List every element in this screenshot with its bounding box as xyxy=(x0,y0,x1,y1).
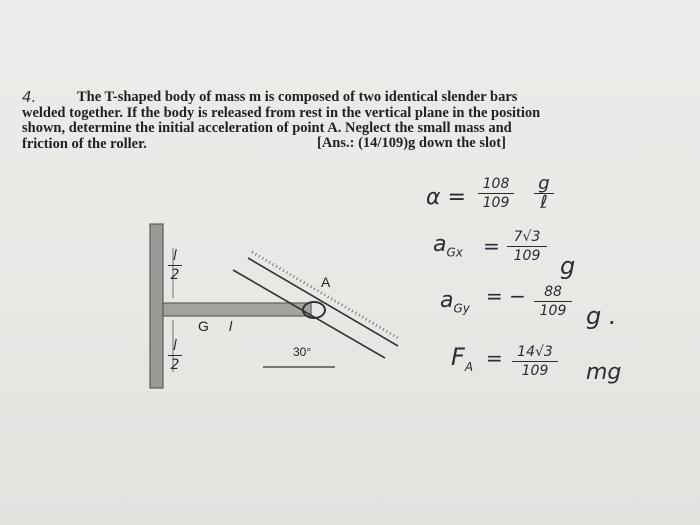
hand-alpha-lhs: α = xyxy=(426,185,466,210)
problem-line-3: shown, determine the initial acceleration of point A. Neglect the small mass and xyxy=(22,120,512,136)
hand-agx-fraction: 7√3 109 xyxy=(507,229,547,264)
hand-agy-lhs: $a_{Gy}$ xyxy=(440,288,470,316)
label-half-top: l 2 xyxy=(168,248,182,283)
hand-fa-fraction: 14√3 109 xyxy=(512,344,558,379)
horizontal-bar xyxy=(163,303,311,316)
problem-line-4: friction of the roller. xyxy=(22,135,147,152)
slot-line-upper xyxy=(248,258,398,346)
label-G: G xyxy=(198,318,209,334)
label-A: A xyxy=(321,274,331,290)
label-angle: 30° xyxy=(293,345,312,359)
hand-fa-unit: mg xyxy=(586,360,622,385)
problem-number: 4. xyxy=(22,88,37,106)
hand-agx-unit: g xyxy=(560,252,576,280)
slot-hatching xyxy=(252,252,398,338)
hand-agy-fraction: 88 109 xyxy=(534,284,572,319)
problem-line-2: welded together. If the body is released from rest in the vertical plane in the position xyxy=(22,104,541,121)
hand-alpha-coef: g ℓ xyxy=(534,176,554,211)
hand-fa-lhs: $F_A$ xyxy=(451,343,474,374)
hand-agx-lhs: $a_{Gx}$ xyxy=(433,232,463,260)
hand-agy-unit: g . xyxy=(586,302,617,330)
hand-fa-eq: = xyxy=(486,346,503,370)
label-l: l xyxy=(229,318,233,334)
vertical-bar xyxy=(150,224,163,388)
hand-alpha-fraction: 108 109 xyxy=(478,176,514,211)
label-half-bottom: l 2 xyxy=(168,338,182,373)
hand-agx-eq: = xyxy=(483,234,500,258)
answer-text: [Ans.: (14/109)g down the slot] xyxy=(317,135,506,151)
hand-agy-eq: = − xyxy=(486,284,526,308)
problem-line-1: The T-shaped body of mass m is composed of two identical slender bars xyxy=(77,89,518,105)
